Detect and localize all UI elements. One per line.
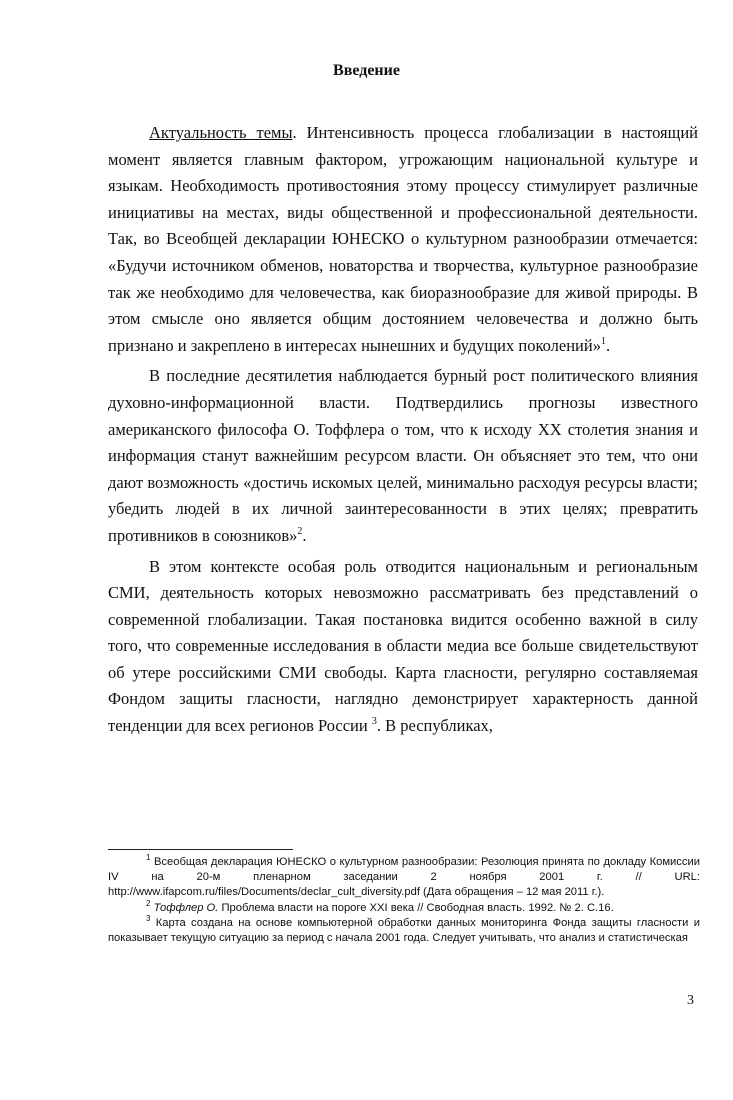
paragraph-tail: . <box>302 525 307 545</box>
paragraph-power <box>108 363 698 549</box>
paragraph-text: В последние десятилетия наблюдается бурный рост политического влияния духовно-информационной власти. Подтвердились прогнозы известного американского философа О. Тоффлера о том, что к исходу XX столетия знания и информация станут важнейшим ресурсом власти. Он объясняет это тем, что они дают возможность «достичь искомых целей, минимально расходуя ресурсы власти; убедить людей в их личной заинтересованности в этих целях; превратить противников в союзников» <box>108 366 698 545</box>
footnote-author: Тоффлер О. <box>153 901 219 914</box>
paragraph-tail: . В республиках, <box>376 716 493 736</box>
paragraph-relevance <box>108 120 698 359</box>
footnote-ref-3[interactable]: 3 <box>371 716 377 728</box>
body-text <box>108 120 698 744</box>
paragraph-text: . Интенсивность процесса глобализации в настоящий момент является главным фактором, угрожающим национальной культуре и языкам. Необходимость противостояния этому процессу стимулирует различные инициативы на местах, виды общественной и профессиональной деятельности. Так, во Всеобщей декларации ЮНЕСКО о культурном разнообразии отмечается: «Будучи источником обменов, новаторства и творчества, культурное разнообразие так же необходимо для человечества, как биоразнообразие для живой природы. В этом смысле оно является общим достоянием человечества и должно быть признано и закреплено в интересах нынешних и будущих поколений» <box>108 123 698 355</box>
footnotes <box>108 855 700 946</box>
paragraph-text: В этом контексте особая роль отводится национальным и региональным СМИ, деятельность которых невозможно рассматривать без представлений о современной глобализации. Такая постановка видится особенно важной в силу того, что современные исследования в области медиа все больше свидетельствуют об утере российскими СМИ свободы. Карта гласности, регулярно составляемая Фондом защиты гласности, наглядно демонстрирует характерность данной тенденции для всех регионов России <box>108 556 698 736</box>
footnote-2 <box>108 898 700 916</box>
footnote-1 <box>108 855 700 901</box>
page-title: Введение <box>333 62 400 79</box>
section-lead: Актуальность темы <box>149 123 293 142</box>
footnote-3 <box>108 913 700 946</box>
page-number: 3 <box>687 993 694 1008</box>
footnote-text: Всеобщая декларация ЮНЕСКО о культурном разнообразии: Резолюция принята по докладу Комиссии IV на 20-м пленарном заседании 2 ноября 2001 г. // URL: http://www.ifapcom.ru/files/Documents/declar_cult_diversity.pdf (Дата обращения – 12 мая 2011 г.). <box>108 856 700 899</box>
footnote-divider <box>108 849 293 850</box>
footnote-number: 1 <box>146 853 151 862</box>
footnote-text: Проблема власти на пороге XXI века // Свободная власть. 1992. № 2. С.16. <box>218 901 614 914</box>
footnote-number: 3 <box>146 913 151 923</box>
paragraph-media <box>108 554 698 740</box>
paragraph-tail: . <box>605 335 611 355</box>
footnote-ref-1[interactable]: 1 <box>600 335 606 347</box>
footnote-number: 2 <box>146 898 151 908</box>
footnote-ref-2[interactable]: 2 <box>297 525 303 537</box>
footnote-text: Карта создана на основе компьютерной обработки данных мониторинга Фонда защиты гласности и показывает текущую ситуацию за период с начала 2001 года. Следует учитывать, что анализ и статистическая <box>108 916 700 945</box>
